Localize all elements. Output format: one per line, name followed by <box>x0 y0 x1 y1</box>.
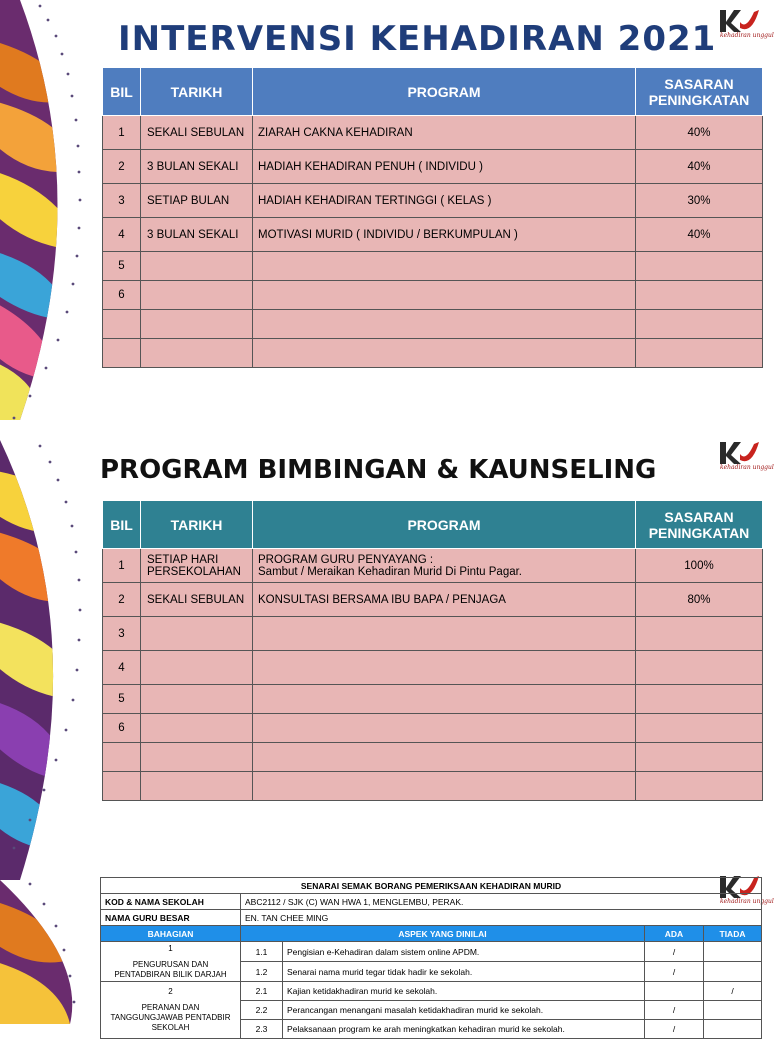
header-tiada: TIADA <box>704 926 762 942</box>
cell-target: 100% <box>636 549 763 583</box>
table-row <box>101 982 762 1001</box>
program-line: Sambut / Meraikan Kehadiran Murid Di Pintu Pagar. <box>258 565 522 578</box>
table-row <box>103 339 763 368</box>
cell-tarikh: SEKALI SEBULAN <box>141 116 253 150</box>
cell-program <box>253 252 636 281</box>
slide1-title: INTERVENSI KEHADIRAN 2021 <box>118 19 717 59</box>
cell-target <box>636 310 763 339</box>
table-row <box>103 685 763 714</box>
cell-tarikh: SEKALI SEBULAN <box>141 583 253 617</box>
cell-tarikh <box>141 281 253 310</box>
cell-bil: 5 <box>103 685 141 714</box>
cell-tarikh: 3 BULAN SEKALI <box>141 218 253 252</box>
table-row <box>103 714 763 743</box>
cell-tarikh <box>141 772 253 801</box>
column-header-bil: BIL <box>103 501 141 549</box>
table-row <box>103 281 763 310</box>
item-tiada <box>704 962 762 982</box>
cell-bil: 4 <box>103 218 141 252</box>
item-tiada <box>704 1020 762 1039</box>
slide2-title: PROGRAM BIMBINGAN & KAUNSELING <box>100 455 657 485</box>
cell-tarikh <box>141 339 253 368</box>
cell-tarikh <box>141 310 253 339</box>
table-row <box>103 116 763 150</box>
cell-bil: 3 <box>103 617 141 651</box>
cell-program <box>253 772 636 801</box>
cell-bil: 1 <box>103 116 141 150</box>
cell-bil: 2 <box>103 150 141 184</box>
cell-bil: 6 <box>103 281 141 310</box>
cell-target: 80% <box>636 583 763 617</box>
cell-bil <box>103 743 141 772</box>
item-text: Perancangan menangani masalah ketidakhadiran murid ke sekolah. <box>283 1001 645 1020</box>
cell-program: MOTIVASI MURID ( INDIVIDU / BERKUMPULAN ) <box>253 218 636 252</box>
cell-program <box>253 281 636 310</box>
table-row <box>103 218 763 252</box>
cell-tarikh: SETIAP BULAN <box>141 184 253 218</box>
cell-target <box>636 339 763 368</box>
cell-tarikh: 3 BULAN SEKALI <box>141 150 253 184</box>
cell-target <box>636 651 763 685</box>
section-name: PENGURUSAN DAN PENTADBIRAN BILIK DARJAH <box>114 959 227 979</box>
cell-target <box>636 281 763 310</box>
header-ada: ADA <box>645 926 704 942</box>
counseling-table <box>102 500 763 801</box>
table-row <box>103 150 763 184</box>
cell-bil: 6 <box>103 714 141 743</box>
item-ada: / <box>645 1020 704 1039</box>
kehadiran-logo: kehadiran unggul <box>716 8 762 44</box>
cell-tarikh: SETIAP HARI PERSEKOLAHAN <box>141 549 253 583</box>
cell-tarikh <box>141 685 253 714</box>
table-row <box>103 583 763 617</box>
cell-program: HADIAH KEHADIRAN PENUH ( INDIVIDU ) <box>253 150 636 184</box>
item-code: 2.3 <box>241 1020 283 1039</box>
cell-bil: 4 <box>103 651 141 685</box>
school-value: ABC2112 / SJK (C) WAN HWA 1, MENGLEMBU, PERAK. <box>241 894 762 910</box>
column-header-tarikh: TARIKH <box>141 501 253 549</box>
decorative-feather-border <box>0 0 100 1024</box>
cell-target <box>636 252 763 281</box>
item-ada: / <box>645 1001 704 1020</box>
cell-bil: 3 <box>103 184 141 218</box>
cell-bil <box>103 339 141 368</box>
cell-program: KONSULTASI BERSAMA IBU BAPA / PENJAGA <box>253 583 636 617</box>
cell-target <box>636 743 763 772</box>
cell-program <box>253 685 636 714</box>
section-number: 1 <box>168 943 173 953</box>
cell-program: ZIARAH CAKNA KEHADIRAN <box>253 116 636 150</box>
item-text: Senarai nama murid tegar tidak hadir ke sekolah. <box>283 962 645 982</box>
item-tiada <box>704 942 762 962</box>
cell-target: 30% <box>636 184 763 218</box>
section-name: PERANAN DAN TANGGUNGJAWAB PENTADBIR SEKOLAH <box>110 1003 231 1032</box>
table-row <box>101 942 762 962</box>
table-row <box>103 184 763 218</box>
kehadiran-logo: kehadiran unggul <box>716 440 762 476</box>
cell-program <box>253 743 636 772</box>
cell-program <box>253 714 636 743</box>
table-row <box>103 743 763 772</box>
column-header-sasaran: SASARAN PENINGKATAN <box>636 501 763 549</box>
cell-tarikh <box>141 651 253 685</box>
cell-target <box>636 772 763 801</box>
section-cell <box>101 982 241 1039</box>
headmaster-value: EN. TAN CHEE MING <box>241 910 762 926</box>
item-text: Kajian ketidakhadiran murid ke sekolah. <box>283 982 645 1001</box>
cell-program <box>253 651 636 685</box>
cell-bil: 2 <box>103 583 141 617</box>
item-code: 2.2 <box>241 1001 283 1020</box>
cell-target: 40% <box>636 116 763 150</box>
item-ada <box>645 982 704 1001</box>
headmaster-label: NAMA GURU BESAR <box>101 910 241 926</box>
item-text: Pelaksanaan program ke arah meningkatkan kehadiran murid ke sekolah. <box>283 1020 645 1039</box>
cell-bil <box>103 772 141 801</box>
cell-program <box>253 617 636 651</box>
table-row <box>103 549 763 583</box>
item-ada: / <box>645 942 704 962</box>
item-text: Pengisian e-Kehadiran dalam sistem online APDM. <box>283 942 645 962</box>
cell-target <box>636 714 763 743</box>
cell-target: 40% <box>636 218 763 252</box>
section-number: 2 <box>168 987 173 996</box>
intervention-table <box>102 67 763 368</box>
column-header-bil: BIL <box>103 68 141 116</box>
cell-program <box>253 549 636 583</box>
cell-target <box>636 617 763 651</box>
cell-bil: 1 <box>103 549 141 583</box>
table-row <box>103 772 763 801</box>
cell-tarikh <box>141 714 253 743</box>
cell-target <box>636 685 763 714</box>
column-header-tarikh: TARIKH <box>141 68 253 116</box>
checklist-title: SENARAI SEMAK BORANG PEMERIKSAAN KEHADIRAN MURID <box>101 878 762 894</box>
header-aspek: ASPEK YANG DINILAI <box>241 926 645 942</box>
header-bahagian: BAHAGIAN <box>101 926 241 942</box>
item-code: 1.2 <box>241 962 283 982</box>
cell-tarikh <box>141 617 253 651</box>
item-code: 2.1 <box>241 982 283 1001</box>
table-row <box>103 310 763 339</box>
item-code: 1.1 <box>241 942 283 962</box>
attendance-checklist-table <box>100 877 762 1039</box>
table-row <box>103 252 763 281</box>
cell-target: 40% <box>636 150 763 184</box>
column-header-program: PROGRAM <box>253 68 636 116</box>
item-tiada: / <box>704 982 762 1001</box>
kehadiran-logo: kehadiran unggul <box>716 874 762 910</box>
cell-bil: 5 <box>103 252 141 281</box>
cell-program <box>253 310 636 339</box>
item-tiada <box>704 1001 762 1020</box>
cell-bil <box>103 310 141 339</box>
cell-tarikh <box>141 743 253 772</box>
column-header-sasaran: SASARAN PENINGKATAN <box>636 68 763 116</box>
table-row <box>103 651 763 685</box>
program-line: PROGRAM GURU PENYAYANG : <box>258 553 434 566</box>
item-ada: / <box>645 962 704 982</box>
section-cell <box>101 942 241 982</box>
column-header-program: PROGRAM <box>253 501 636 549</box>
cell-program <box>253 339 636 368</box>
cell-program: HADIAH KEHADIRAN TERTINGGI ( KELAS ) <box>253 184 636 218</box>
table-row <box>103 617 763 651</box>
school-label: KOD & NAMA SEKOLAH <box>101 894 241 910</box>
cell-tarikh <box>141 252 253 281</box>
